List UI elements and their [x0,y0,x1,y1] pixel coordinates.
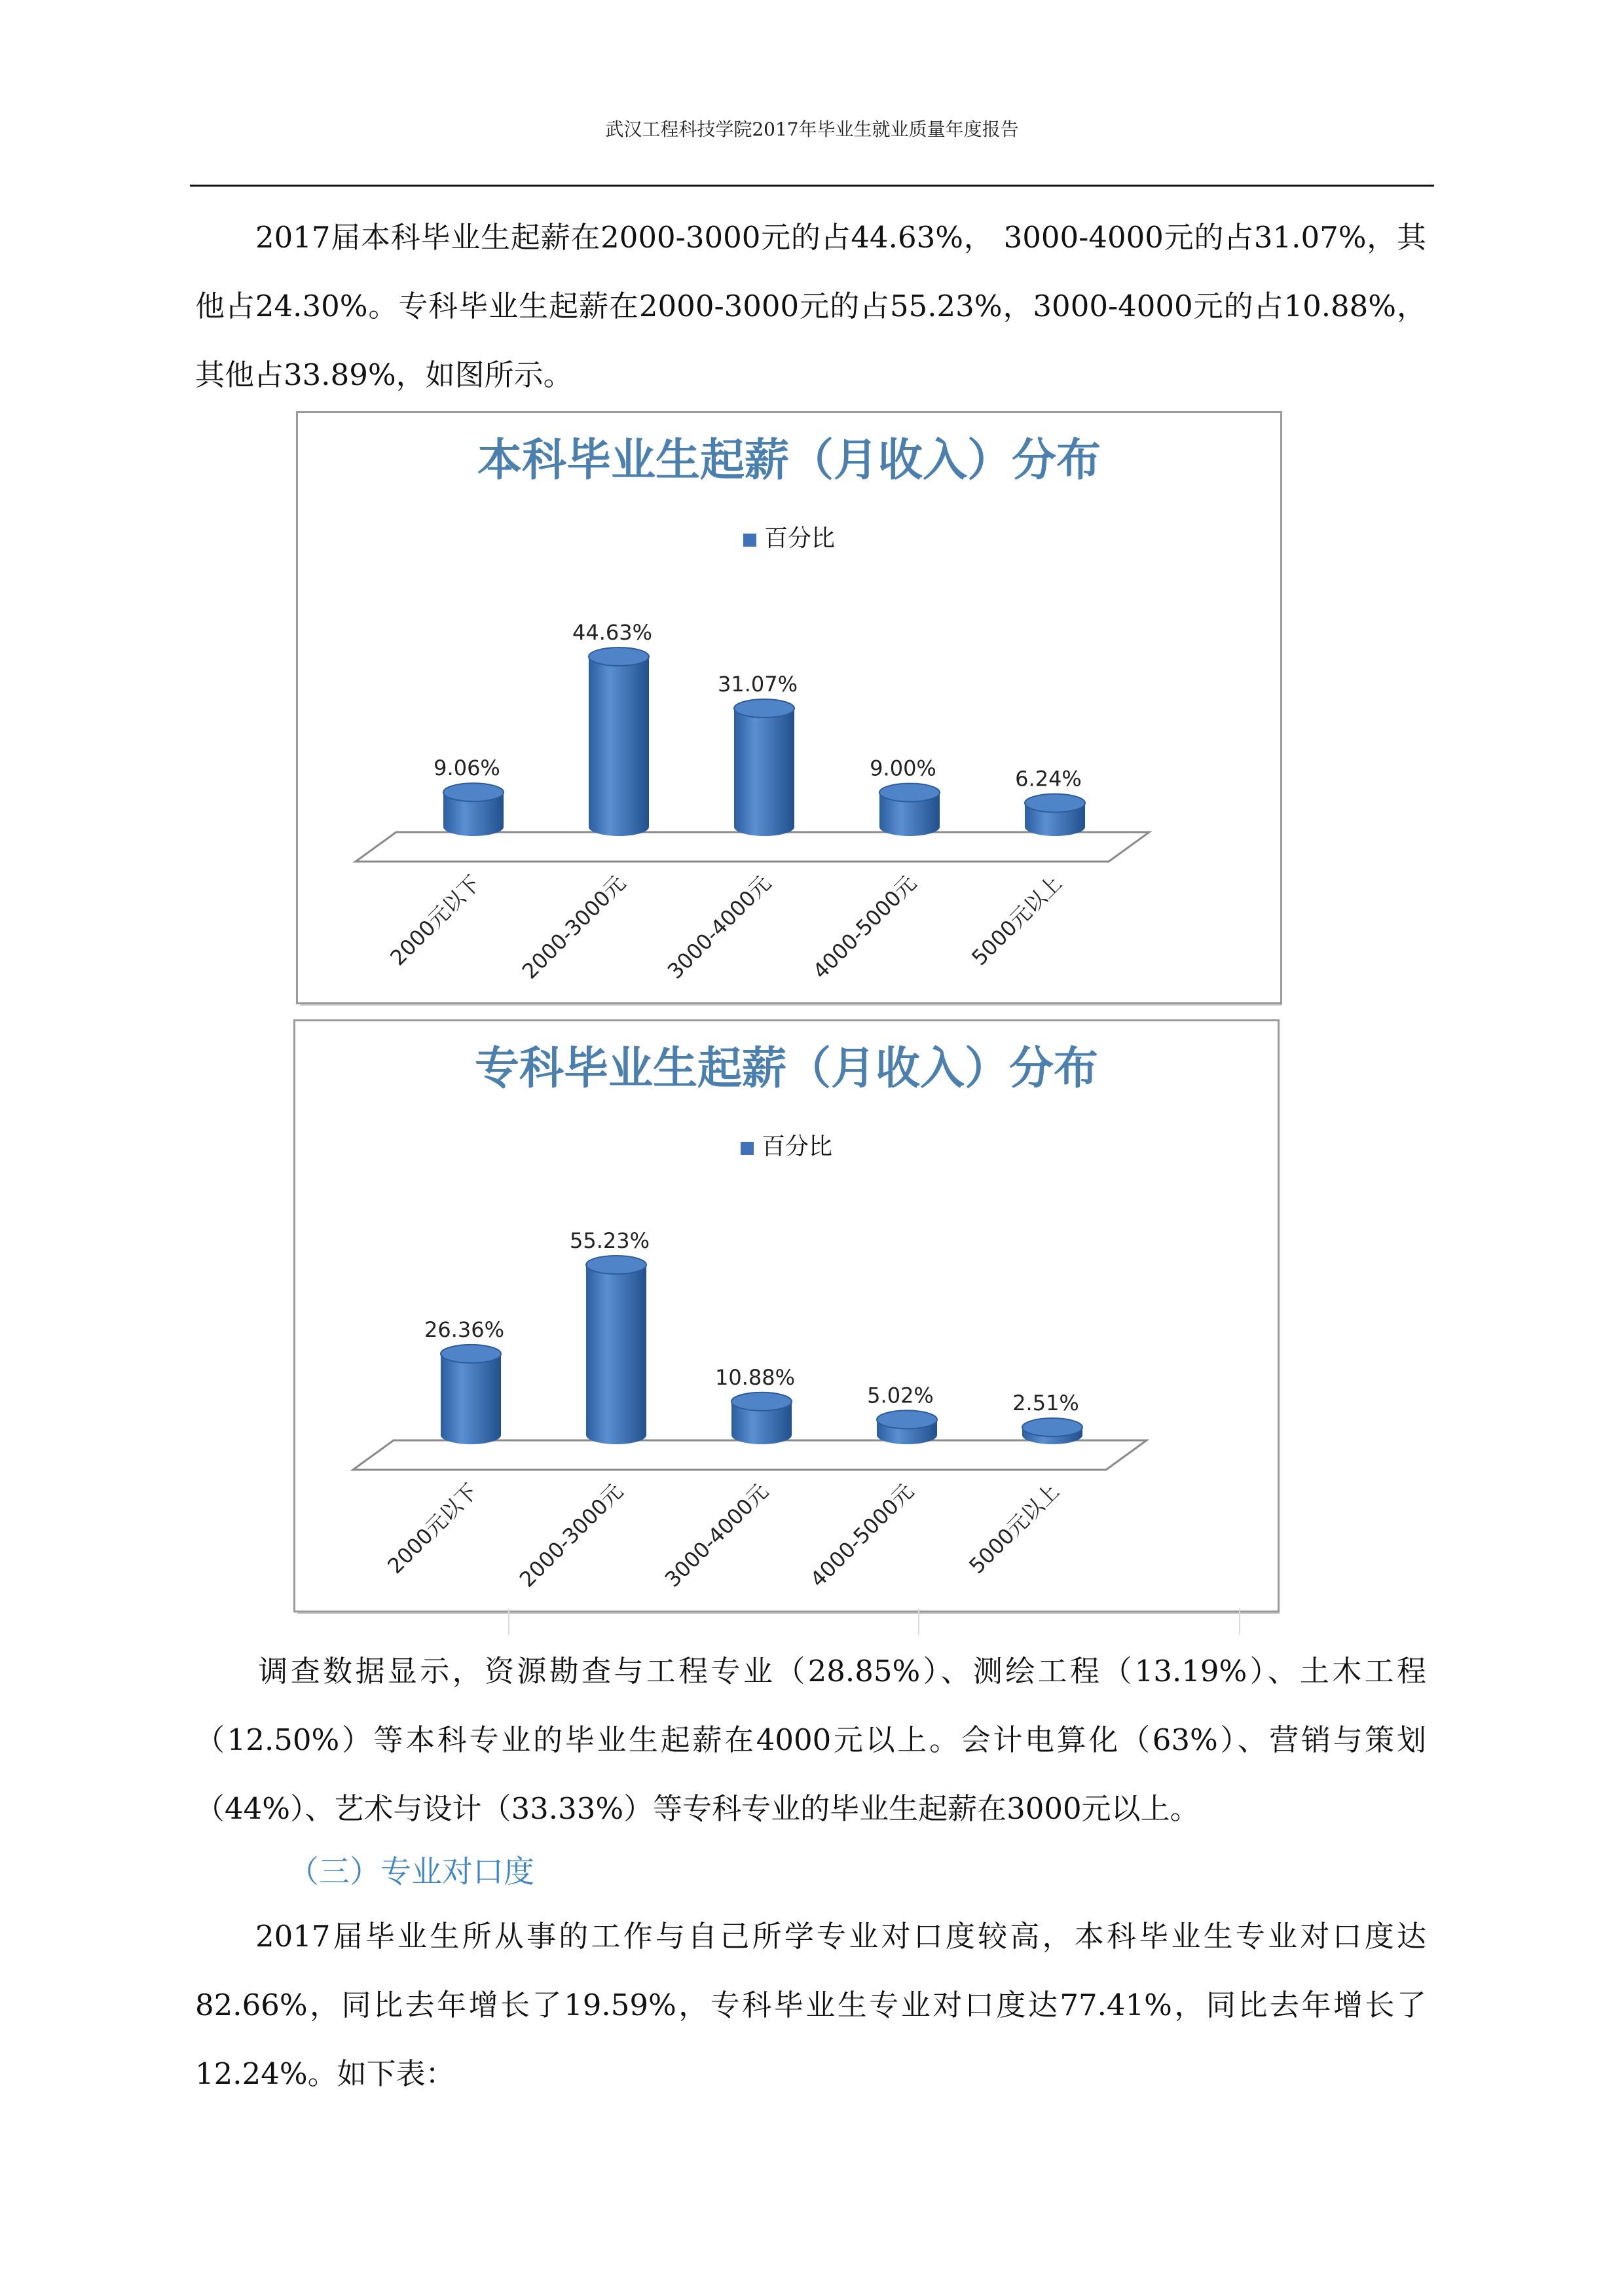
paragraph-salary-summary-text: 2017届本科毕业生起薪在2000-3000元的占44.63%， 3000-4000元的占31.07%，其他占24.30%。专科毕业生起薪在2000-3000元的占55.23%，3000-4000元的占10.88%，其他占33.89%，如图所示。 [195,220,1426,392]
bar-top [586,1256,646,1274]
chart-junior-college-svg [295,1021,1278,1611]
legend-swatch [741,1142,754,1155]
header-rule [190,185,1434,187]
paragraph-major-match-text: 2017届毕业生所从事的工作与自己所学专业对口度较高，本科毕业生专业对口度达82.66%，同比去年增长了19.59%，专科毕业生专业对口度达77.41%，同比去年增长了12.24%。如下表： [195,1919,1426,2091]
data-label: 55.23% [569,1228,650,1253]
gridline [918,1609,919,1635]
legend-label: 百分比 [762,1133,833,1160]
paragraph-salary-summary [195,203,1426,409]
bar-body [441,1354,501,1444]
chart-marks [382,1228,1082,1592]
chart-undergrad-salary [296,411,1282,1004]
category-label: 4000-5000元 [807,870,921,984]
chart-undergrad-svg [298,413,1280,1002]
category-label: 2000元以下 [385,870,485,971]
bar-body [586,1265,646,1444]
bar-0 [441,1345,501,1444]
chart-floor [353,1440,1147,1470]
bar-top [879,784,940,802]
paragraph-top-salary-majors-text: 调查数据显示，资源勘查与工程专业（28.85%）、测绘工程（13.19%）、土木工程（12.50%）等本科专业的毕业生起薪在4000元以上。会计电算化（63%）、营销与策划（44%）、艺术与设计（33.33%）等专科专业的毕业生起薪在3000元以上。 [195,1654,1426,1826]
category-label: 3000-4000元 [659,1478,773,1592]
paragraph-major-match [195,1902,1426,2108]
bar-top [734,699,794,718]
bar-3 [877,1410,937,1444]
chart-marks [385,620,1085,984]
category-label: 2000-3000元 [517,870,631,984]
category-label: 3000-4000元 [662,870,776,984]
data-label: 44.63% [572,620,653,645]
data-label: 2.51% [1012,1391,1079,1416]
chart-title: 专科毕业生起薪（月收入）分布 [474,1043,1099,1095]
category-label: 2000-3000元 [514,1478,628,1592]
data-label: 31.07% [717,671,798,697]
category-label: 4000-5000元 [805,1478,919,1592]
gridline [1239,1609,1240,1635]
bar-2 [734,699,794,836]
bar-body [734,708,794,836]
legend-swatch [743,534,756,547]
category-label: 2000元以下 [382,1478,483,1579]
bar-top [877,1410,937,1429]
bar-4 [1022,1418,1082,1444]
bar-2 [731,1393,792,1444]
category-label: 5000元以上 [964,1478,1064,1579]
legend-label: 百分比 [764,525,836,552]
data-label: 6.24% [1015,766,1082,792]
bar-top [731,1393,792,1411]
data-label: 9.06% [434,756,500,781]
bar-top [1025,794,1085,812]
data-label: 26.36% [424,1317,505,1342]
category-label: 5000元以上 [967,870,1067,971]
data-label: 5.02% [867,1383,934,1408]
bar-top [441,1345,501,1363]
bar-top [589,647,649,666]
bar-3 [879,784,940,836]
bar-top [1022,1418,1082,1436]
bar-1 [589,647,649,836]
chart-junior-college-salary [293,1019,1280,1613]
chart-floor [356,832,1149,862]
chart-title: 本科毕业生起薪（月收入）分布 [477,435,1101,486]
bar-4 [1025,794,1085,836]
bar-body [589,657,649,836]
bar-0 [443,783,504,836]
paragraph-top-salary-majors [195,1637,1426,1843]
gridline [508,1609,509,1635]
page-header: 武汉工程科技学院2017年毕业生就业质量年度报告 [605,118,1019,140]
data-label: 9.00% [870,756,936,781]
section-heading: （三）专业对口度 [288,1854,534,1890]
data-label: 10.88% [714,1364,796,1390]
bar-1 [586,1256,646,1444]
bar-top [443,783,504,801]
